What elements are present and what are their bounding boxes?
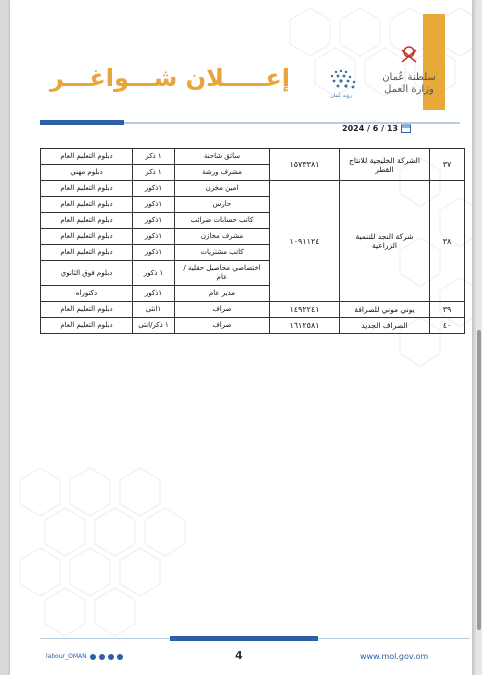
registration-number: ١٦١٢٥٨١ <box>270 318 340 334</box>
company-name: يوني موني للصرافة <box>340 302 430 318</box>
vision-logo-icon <box>306 66 376 106</box>
company-name: شركة النجد للتنمية الزراعية <box>340 181 430 302</box>
qualification: دبلوم مهني <box>41 165 133 181</box>
social-handle-text: labour_OMAN <box>46 653 87 660</box>
scrollbar[interactable] <box>476 0 482 675</box>
registration-number: ١٤٩٢٢٤١ <box>270 302 340 318</box>
qualification: دبلوم التعليم العام <box>41 149 133 165</box>
ministry-name-line2: وزارة العمل <box>384 84 434 95</box>
qualification: دبلوم التعليم العام <box>41 197 133 213</box>
vision-logo-text: رؤية عُمان <box>330 93 352 99</box>
qualification: دبلوم فوق الثانوي <box>41 261 133 286</box>
vacancy-count: ١انثى <box>133 302 175 318</box>
x-icon[interactable] <box>108 654 114 660</box>
qualification: دبلوم التعليم العام <box>41 318 133 334</box>
vacancy-count: ١ ذكر <box>133 165 175 181</box>
qualification: دبلوم التعليم العام <box>41 302 133 318</box>
vacancy-count: ١ذكور <box>133 213 175 229</box>
vacancy-count: ١ذكور <box>133 197 175 213</box>
job-title: امين مخزن <box>175 181 270 197</box>
qualification: دبلوم التعليم العام <box>41 229 133 245</box>
job-title: مشرف مخازن <box>175 229 270 245</box>
youtube-icon[interactable] <box>117 654 123 660</box>
qualification: دبلوم التعليم العام <box>41 213 133 229</box>
job-title: حارس <box>175 197 270 213</box>
qualification: دكتوراه <box>41 286 133 302</box>
vacancy-count: ١ذكور <box>133 245 175 261</box>
row-number: ٣٨ <box>430 181 465 302</box>
row-number: ٣٧ <box>430 149 465 181</box>
job-title: صراف <box>175 318 270 334</box>
instagram-icon[interactable] <box>99 654 105 660</box>
footer-divider-accent <box>170 636 318 641</box>
job-title: صراف <box>175 302 270 318</box>
registration-number: ١٠٩١١٢٤ <box>270 181 340 302</box>
job-title: سائق شاحنة <box>175 149 270 165</box>
company-name: الشركة الخليجية للانتاج القطر <box>340 149 430 181</box>
vacancy-count: ١ ذكر <box>133 149 175 165</box>
scrollbar-thumb[interactable] <box>477 330 481 630</box>
table-row <box>41 318 465 334</box>
table-row <box>41 181 465 197</box>
social-handle <box>46 653 123 660</box>
website-link[interactable]: www.mol.gov.om <box>360 652 429 661</box>
vacancy-count: ١ذكور <box>133 181 175 197</box>
geometric-pattern-bottom <box>10 460 230 640</box>
calendar-icon <box>401 124 411 133</box>
table-row <box>41 149 465 165</box>
page-title: إعـــــلان شـــواغـــر <box>49 64 290 92</box>
job-title: مشرف ورشة <box>175 165 270 181</box>
vacancy-count: ١ذكور <box>133 229 175 245</box>
job-title: كاتب حسابات ضرائب <box>175 213 270 229</box>
vacancy-count: ١ ذكر/انثى <box>133 318 175 334</box>
ministry-name-line1: سلطنة عُمان <box>382 72 436 83</box>
page-number: 4 <box>235 649 243 662</box>
registration-number: ١٥٧٣٣٨١ <box>270 149 340 181</box>
qualification: دبلوم التعليم العام <box>41 181 133 197</box>
header-divider-accent <box>40 120 124 125</box>
table-row <box>41 302 465 318</box>
facebook-icon[interactable] <box>90 654 96 660</box>
job-title: كاتب مشتريات <box>175 245 270 261</box>
document-page <box>10 0 472 675</box>
vacancies-table <box>40 148 465 334</box>
vacancy-count: ١ذكور <box>133 286 175 302</box>
vacancy-count: ١ ذكور <box>133 261 175 286</box>
ministry-logo <box>378 44 440 96</box>
row-number: ٤٠ <box>430 318 465 334</box>
announcement-date <box>342 122 412 134</box>
company-name: الصراف الجديد <box>340 318 430 334</box>
qualification: دبلوم التعليم العام <box>41 245 133 261</box>
row-number: ٣٩ <box>430 302 465 318</box>
date-text: 2024 / 6 / 13 <box>342 123 398 133</box>
job-title: اختصاصي محاصيل حقلية / عام <box>175 261 270 286</box>
oman-emblem-icon <box>398 44 420 66</box>
job-title: مدير عام <box>175 286 270 302</box>
